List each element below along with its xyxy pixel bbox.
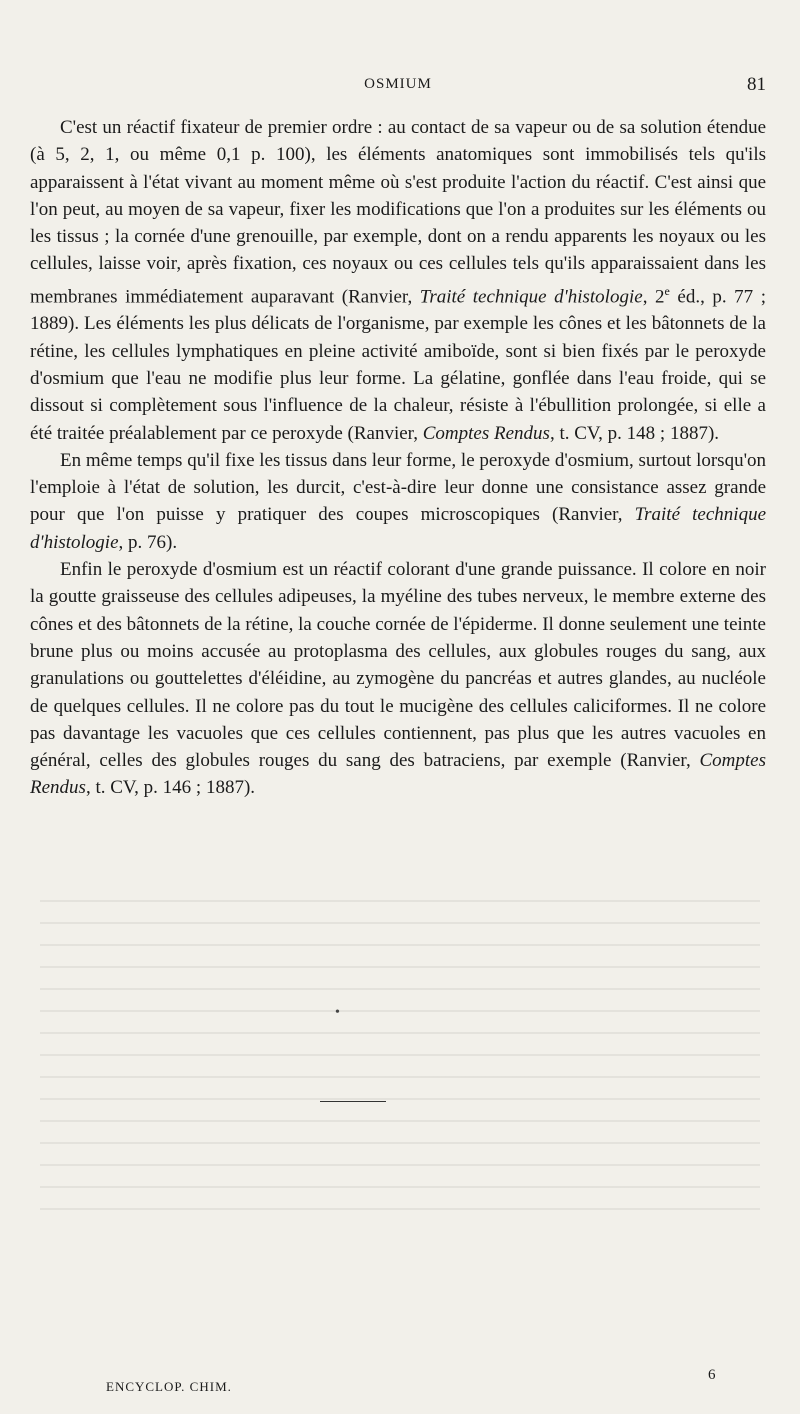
text-segment: , t. CV, p. 146 ; 1887). [85,777,256,799]
italic-citation: Comptes Rendus [30,750,766,799]
text-segment: éd., p. 77 ; 1889). Les éléments les plus délicats de l'organisme, par exemple les cônes et les bâtonnets de la rétine, les cellules lymphatiques en pleine activité amiboïde, sont si bien fixés par le peroxyde d'osmium que l'eau ne modifie plus leur forme. La gélatine, gonflée dans l'eau froide, qui se dissout si complètement sous l'influence de la chaleur, résiste à l'ébullition prolongée, si elle a été traitée préalablement par ce peroxyde (Ranvier, [30,286,767,444]
text-segment: , p. 76). [118,531,178,553]
show-through-texture [40,900,760,1220]
paragraph [30,447,766,556]
text-segment: e [664,283,670,298]
paragraph [30,114,766,447]
paragraph [30,556,766,802]
page-header [30,74,766,98]
italic-citation: Comptes Rendus [422,422,550,444]
text-segment: C'est un réactif fixateur de premier ordre : au contact de sa vapeur ou de sa solution étendue (à 5, 2, 1, ou même 0,1 p. 100), les éléments anatomiques sont immobilisés tels qu'ils apparaissent à l'état vivant au moment même où s'est produite l'action du réactif. C'est ainsi que l'on peut, au moyen de sa vapeur, fixer les modifications que l'on a produites sur les éléments ou les tissus ; la cornée d'une grenouille, par exemple, dont on a rendu apparents les noyaux ou les cellules, laisse voir, après fixation, ces noyaux ou ces cellules tels qu'ils apparaissaient dans les membranes immédiatement auparavant (Ranvier, [30,117,766,308]
running-title: OSMIUM [364,76,432,92]
signature-number: 6 [708,1367,716,1383]
italic-citation: Traité technique d'histologie [30,504,766,553]
ornament-mark: • [335,1005,340,1020]
footer-signature-label: ENCYCLOP. CHIM. [106,1379,232,1394]
text-segment: En même temps qu'il fixe les tissus dans leur forme, le peroxyde d'osmium, surtout lorsqu'on l'emploie à l'état de solution, les durcit, c'est-à-dire leur donne une consistance assez grande pour que l'on puisse y pratiquer des coupes microscopiques (Ranvier, [30,449,766,526]
text-segment: Enfin le peroxyde d'osmium est un réactif colorant d'une grande puissance. Il colore en noir la goutte graisseuse des cellules adipeuses, la myéline des tubes nerveux, le membre externe des cônes et des bâtonnets de la rétine, la couche cornée de l'épiderme. Il donne seulement une teinte brune plus ou moins accusée au protoplasma des cellules, aux globules rouges du sang, aux granulations ou gouttelettes d'éléidine, au zymogène du pancréas et autres glandes, au nucléole de quelques cellules. Il ne colore pas du tout le mucigène des cellules caliciformes. Il ne colore pas davantage les vacuoles que ces cellules contiennent, pas plus que les autres vacuoles en général, celles des globules rouges du sang des batraciens, par exemple (Ranvier, [30,559,766,772]
body-text [30,114,766,802]
text-segment: , 2 [642,286,665,308]
page-number: 81 [747,74,766,95]
section-divider [320,1101,386,1102]
italic-citation: Traité technique d'histologie [419,286,643,308]
text-segment: , t. CV, p. 148 ; 1887). [549,422,720,444]
